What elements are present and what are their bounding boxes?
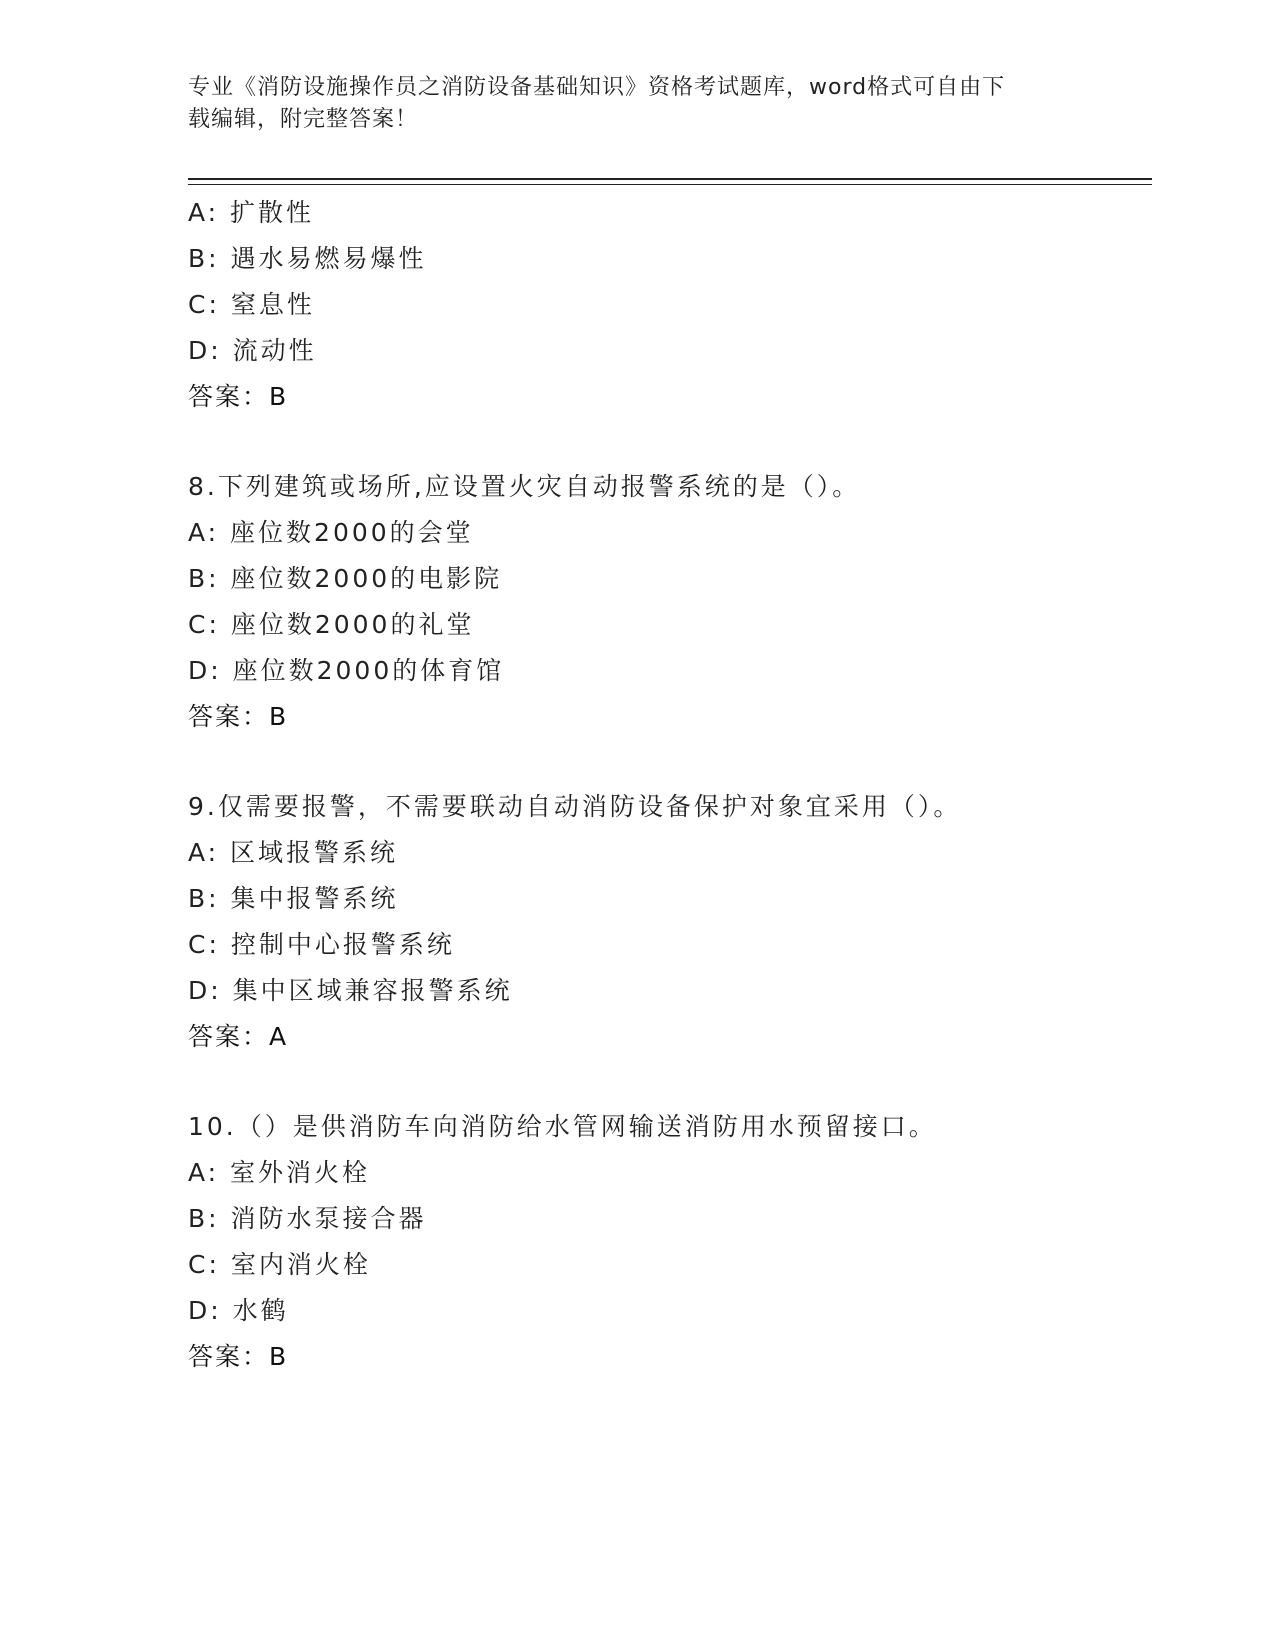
question-list — [188, 190, 1148, 1380]
option-a: A: 区域报警系统 — [188, 838, 399, 867]
option-d: D: 流动性 — [188, 336, 317, 365]
option-b: B: 消防水泵接合器 — [188, 1204, 427, 1233]
question-block-10 — [188, 1104, 1148, 1380]
option-d: D: 集中区域兼容报警系统 — [188, 976, 513, 1005]
document-header — [188, 72, 1088, 136]
question-stem: 10.（）是供消防车向消防给水管网输送消防用水预留接口。 — [188, 1112, 937, 1141]
option-d: D: 座位数2000的体育馆 — [188, 656, 505, 685]
option-c: C: 窒息性 — [188, 290, 315, 319]
answer-line: 答案：B — [188, 702, 289, 731]
header-divider-thick — [188, 178, 1152, 180]
option-c: C: 室内消火栓 — [188, 1250, 371, 1279]
option-d: D: 水鹤 — [188, 1296, 289, 1325]
option-a: A: 座位数2000的会堂 — [188, 518, 474, 547]
block-spacer — [188, 740, 1148, 784]
question-stem: 8.下列建筑或场所,应设置火灾自动报警系统的是（）。 — [188, 472, 861, 501]
block-spacer — [188, 1060, 1148, 1104]
option-a: A: 室外消火栓 — [188, 1158, 371, 1187]
answer-line: 答案：A — [188, 1022, 289, 1051]
answer-line: 答案：B — [188, 382, 289, 411]
option-b: B: 座位数2000的电影院 — [188, 564, 503, 593]
header-line-2: 载编辑，附完整答案！ — [188, 107, 419, 132]
answer-line: 答案：B — [188, 1342, 289, 1371]
option-a: A: 扩散性 — [188, 198, 315, 227]
option-b: B: 遇水易燃易爆性 — [188, 244, 427, 273]
option-c: C: 控制中心报警系统 — [188, 930, 455, 959]
option-c: C: 座位数2000的礼堂 — [188, 610, 475, 639]
header-divider-thin — [188, 184, 1152, 185]
question-block-9 — [188, 784, 1148, 1060]
question-block-8 — [188, 464, 1148, 740]
header-line-1: 专业《消防设施操作员之消防设备基础知识》资格考试题库，word格式可自由下 — [188, 75, 1006, 100]
option-b: B: 集中报警系统 — [188, 884, 399, 913]
question-block-7 — [188, 190, 1148, 420]
question-stem: 9.仅需要报警，不需要联动自动消防设备保护对象宜采用（）。 — [188, 792, 962, 821]
block-spacer — [188, 420, 1148, 464]
